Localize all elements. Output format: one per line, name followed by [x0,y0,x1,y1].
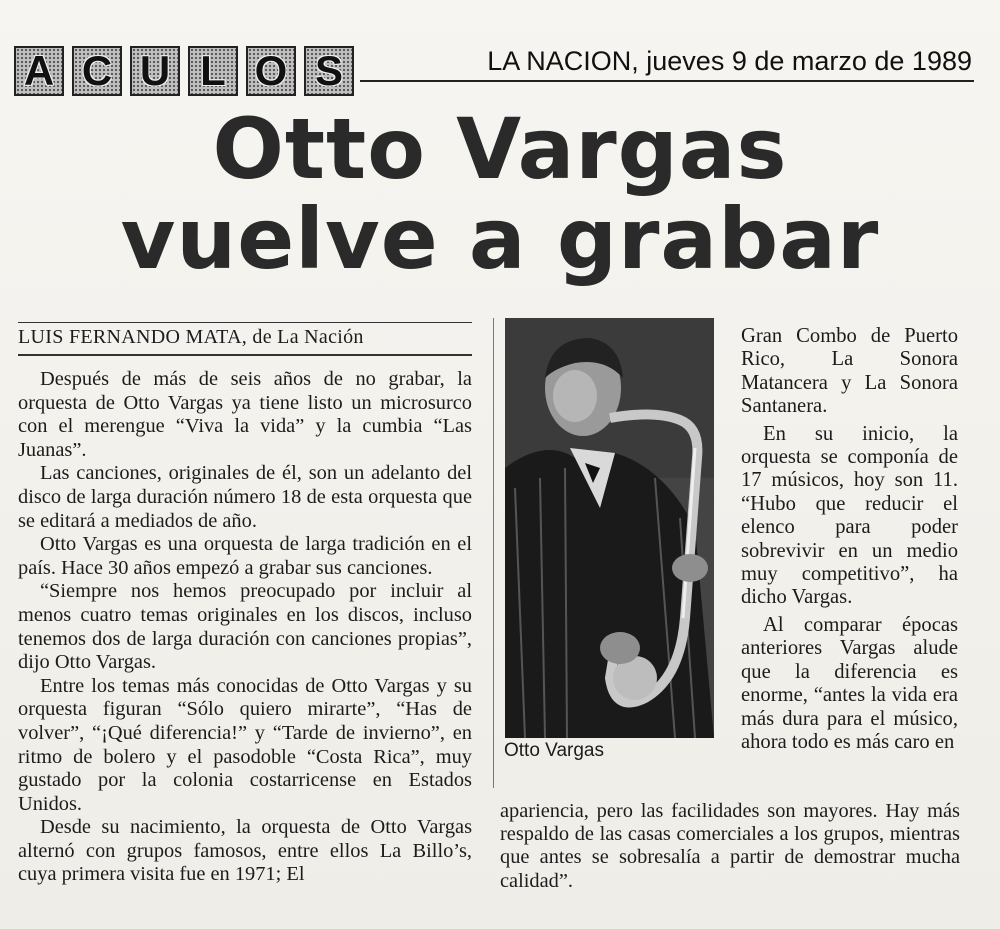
byline: LUIS FERNANDO MATA, de La Nación [18,326,364,348]
photo-caption: Otto Vargas [504,740,604,761]
article-continuation: apariencia, pero las facilidades son mayores. Hay más respaldo de las casas comerciales a los grupos, mientras que antes se sobresalía a partir de demostrar mucha calidad”. [500,800,960,892]
masthead-date: LA NACION, jueves 9 de marzo de 1989 [487,46,972,76]
paragraph: Después de más de seis años de no grabar, la orquesta de Otto Vargas ya tiene listo un microsurco con el merengue “Viva la vida” y la cumbia “Las Juanas”. [18,368,472,461]
masthead-rule [360,80,974,82]
column-rule [493,318,494,788]
saxophonist-photo [505,318,714,738]
section-letter: L [188,46,238,96]
headline [0,100,1000,288]
section-letter: S [304,46,354,96]
article-column-1 [18,368,472,887]
paragraph: Al comparar épocas anteriores Vargas alude que la diferencia es enorme, “antes la vida era más dura para el músico, ahora todo es más caro en [741,613,958,753]
paragraph: “Siempre nos hemos preocupado por incluir al menos cuatro temas originales en los discos, incluso tenemos dos de larga duración con canciones propias”, dijo Otto Vargas. [18,580,472,674]
headline-line-1: Otto Vargas [212,100,788,198]
byline-rule [18,322,472,323]
byline-rule [18,354,472,356]
article-column-3 [741,325,958,754]
section-letter: U [130,46,180,96]
paragraph: Las canciones, originales de él, son un adelanto del disco de larga duración número 18 de esta orquesta que se editará a mediados de año. [18,462,472,532]
saxophonist-photo-icon [505,318,714,738]
paragraph: Otto Vargas es una orquesta de larga tradición en el país. Hace 30 años empezó a grabar sus canciones. [18,533,472,579]
section-letter: C [72,46,122,96]
paragraph: Entre los temas más conocidas de Otto Vargas y su orquesta figuran “Sólo quiero mirarte”, “Has de volver”, “¡Qué diferencia!” y “Tarde de invierno”, en ritmo de bolero y el pasodoble “Costa Rica”, muy gustado por la colonia costarricense en Estados Unidos. [18,674,472,815]
section-letter: A [14,46,64,96]
section-letter: O [246,46,296,96]
headline-line-2: vuelve a grabar [120,190,880,288]
section-header [14,46,354,98]
paragraph: Desde su nacimiento, la orquesta de Otto Vargas alternó con grupos famosos, entre ellos La Billo’s, cuya primera visita fue en 1971; El [18,816,472,886]
paragraph: En su inicio, la orquesta se componía de 17 músicos, hoy son 11. “Hubo que reducir el elenco para poder sobrevivir en un medio muy competitivo”, ha dicho Vargas. [741,422,958,609]
paragraph: Gran Combo de Puerto Rico, La Sonora Matancera y La Sonora Santanera. [741,325,958,418]
